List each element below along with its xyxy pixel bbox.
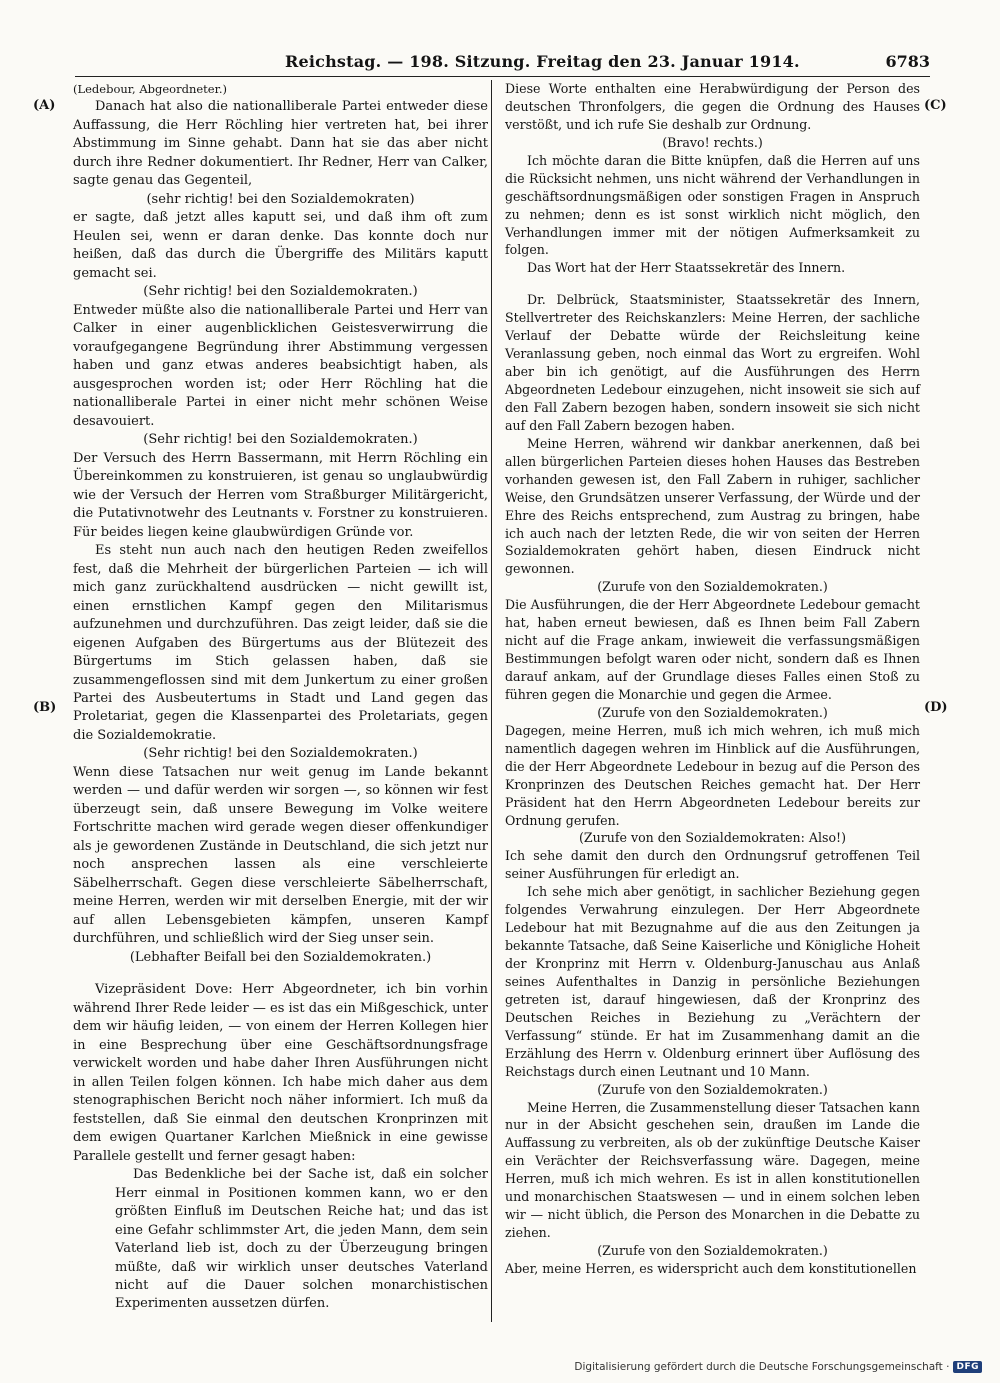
dfg-logo: DFG xyxy=(953,1361,982,1373)
paragraph: Dr. Delbrück, Staatsminister, Staatssekretär des Innern, Stellvertreter des Reichskanzlers: Meine Herren, der sachliche Verlauf der Debatte würde der Reichsleitung keine Veranlassung geben, noch einmal das Wort zu ergreifen. Wohl aber bin ich genötigt, auf die Ausführungen des Herrn Abgeordneten Ledebour einzugehen, nicht insoweit sie sich auf den Fall Zabern bezogen haben, sondern insoweit sie sich nicht auf den Fall Zabern bezogen haben. xyxy=(505,292,920,433)
page-header xyxy=(75,52,930,77)
paragraph: Ich sehe mich aber genötigt, in sachlicher Beziehung gegen folgendes Verwahrung einzulegen. Der Herr Abgeordnete Ledebour hat mit Bezugnahme auf die aus den Zeitungen ja bekannte Tatsache, daß Seine Kaiserliche und Königliche Hoheit der Kronprinz mit Herrn v. Oldenburg-Januschau aus Anlaß seines Aufenthaltes in Danzig in persönliche Beziehungen getreten ist, darauf hingewiesen, daß der Kronprinz des Deutschen Reiches in Beziehung zu „Verächtern der Verfassung“ stünde. Er hat im Zusammenhang damit an die Erzählung des Herrn v. Oldenburg erinnert über Auflösung des Reichstags durch einen Leutnant und 10 Mann. xyxy=(505,884,920,1079)
footer-credit: Digitalisierung gefördert durch die Deutsche Forschungsgemeinschaft · xyxy=(574,1361,950,1373)
interjection: (Zurufe von den Sozialdemokraten.) xyxy=(597,1081,828,1097)
paragraph: Entweder müßte also die nationalliberale Partei und Herr van Calker in einer augenblicklichen Geistesverwirrung die voraufgegangene Begründung ihrer Abstimmung vergessen haben und ganz etwas anderes beabsichtigt haben, als ausgesprochen worden ist; oder Herr Röchling hat die nationalliberale Partei in einer nicht mehr schönen Weise desavouiert. xyxy=(73,302,488,429)
quotation: Das Bedenkliche bei der Sache ist, daß ein solcher Herr einmal in Positionen kommen kann, wo er den größten Einfluß im Deutschen Reiche hat; und das ist eine Gefahr schlimmster Art, die jeden Mann, dem sein Vaterland lieb ist, doch zu der Überzeugung bringen müßte, daß wir wirklich unser deutsches Vaterland nicht auf die Dauer solchen monarchistischen Experimenten aussetzen dürfen. xyxy=(115,1167,488,1312)
interjection: (Sehr richtig! bei den Sozialdemokraten.) xyxy=(143,746,418,762)
interjection: (sehr richtig! bei den Sozialdemokraten) xyxy=(146,191,415,207)
interjection: (Zurufe von den Sozialdemokraten.) xyxy=(597,1243,828,1258)
right-column xyxy=(505,80,920,1278)
paragraph: Ich sehe damit den durch den Ordnungsruf getroffenen Teil seiner Ausführungen für erledigt an. xyxy=(505,848,920,882)
interjection: (Sehr richtig! bei den Sozialdemokraten.) xyxy=(143,432,418,448)
margin-marker-d: (D) xyxy=(924,700,948,715)
interjection: (Zurufe von den Sozialdemokraten.) xyxy=(597,704,828,720)
margin-marker-b: (B) xyxy=(33,700,57,715)
speaker-note: (Ledebour, Abgeordneter.) xyxy=(73,82,227,96)
header-title: Reichstag. — 198. Sitzung. Freitag den 23. Januar 1914. xyxy=(285,52,800,71)
interjection: (Lebhafter Beifall bei den Sozialdemokraten.) xyxy=(129,949,432,965)
margin-marker-c: (C) xyxy=(924,98,947,113)
paragraph: Diese Worte enthalten eine Herabwürdigung der Person des deutschen Thronfolgers, die gegen die Ordnung des Hauses verstößt, und ich rufe Sie deshalb zur Ordnung. xyxy=(505,81,920,132)
column-divider xyxy=(491,80,492,1322)
paragraph: Ich möchte daran die Bitte knüpfen, daß die Herren auf uns die Rücksicht nehmen, uns nicht während der Verhandlungen in geschäftsordnungsmäßigen oder sonstigen Fragen in Anspruch zu nehmen; denn es ist sonst wirklich nicht möglich, den Verhandlungen immer mit der nötigen Aufmerksamkeit zu folgen. xyxy=(505,152,920,258)
paragraph: Dagegen, meine Herren, muß ich mich wehren, ich muß mich namentlich dagegen wehren im Hinblick auf die Ausführungen, die der Herr Abgeordnete Ledebour in bezug auf die Person des Kronprinzen des Deutschen Reiches gemacht hat. Der Herr Präsident hat den Herrn Abgeordneten Ledebour bereits zur Ordnung gerufen. xyxy=(505,722,920,828)
interjection: (Zurufe von den Sozialdemokraten.) xyxy=(597,579,828,595)
paragraph: Meine Herren, die Zusammenstellung dieser Tatsachen kann nur in der Absicht geschehen sein, draußen im Lande die Auffassung zu verbreiten, als ob der zukünftige Deutsche Kaiser ein Verächter der Reichsverfassung wäre. Dagegen, meine Herren, muß ich mich wehren. Es ist in allen konstitutionellen und monarchischen Staatswesen — und in einem solchen leben wir — nicht üblich, die Person des Monarchen in die Debatte zu ziehen. xyxy=(505,1099,920,1241)
interjection: (Sehr richtig! bei den Sozialdemokraten.) xyxy=(143,284,418,300)
paragraph: er sagte, daß jetzt alles kaputt sei, und daß ihm oft zum Heulen sei, wenn er daran denke. Das konnte doch nur heißen, daß das durch die Übergriffe des Militärs kaputt gemacht sei. xyxy=(73,210,488,281)
paragraph: Meine Herren, während wir dankbar anerkennen, daß bei allen bürgerlichen Parteien dieses hohen Hauses das Bestreben vorhanden gewesen ist, den Fall Zabern in ruhiger, sachlicher Weise, den Grundsätzen unserer Verfassung, der Würde und der Ehre des Reichs entsprechend, zum Austrag zu bringen, habe ich auch nach der letzten Rede, die wir von seiten der Herren Sozialdemokraten gehört haben, diesen Eindruck nicht gewonnen. xyxy=(505,435,920,577)
paragraph: Aber, meine Herren, es widerspricht auch dem konstitutionellen xyxy=(505,1260,917,1276)
left-column xyxy=(73,80,488,1314)
paragraph: Der Versuch des Herrn Bassermann, mit Herrn Röchling ein Übereinkommen zu konstruieren, ist genau so unglaubwürdig wie der Versuch der Herren vom Straßburger Militärgericht, die Putativnotwehr des Leutnants v. Forstner zu konstruieren. Für beides liegen keine glaubwürdigen Gründe vor. xyxy=(73,450,488,540)
interjection: (Zurufe von den Sozialdemokraten: Also!) xyxy=(578,830,847,846)
paragraph: Vizepräsident Dove: Herr Abgeordneter, ich bin vorhin während Ihrer Rede leider — es ist das ein Mißgeschick, unter dem wir häufig leiden, — von einem der Herren Kollegen hier in eine Besprechung über eine Geschäftsordnungsfrage verwickelt worden und habe daher Ihren Ausführungen nicht in allen Teilen folgen können. Ich habe mich daher aus dem stenographischen Bericht noch näher informiert. Ich muß da feststellen, daß Sie einmal den deutschen Kronprinzen mit dem ewigen Quartaner Karlchen Mießnick in eine gewisse Parallele gestellt und ferner gesagt haben: xyxy=(73,982,488,1164)
page-footer xyxy=(574,1361,982,1373)
paragraph: Das Wort hat der Herr Staatssekretär des Innern. xyxy=(527,260,846,276)
paragraph: Die Ausführungen, die der Herr Abgeordnete Ledebour gemacht hat, haben erneut bewiesen, daß es Ihnen beim Fall Zabern nicht auf die Frage ankam, inwieweit die verfassungsmäßigen Bestimmungen befolgt waren oder nicht, sondern daß es Ihnen darauf ankam, auf der Grundlage dieses Falles einen Stoß zu führen gegen die Monarchie und gegen die Armee. xyxy=(505,597,920,702)
margin-marker-a: (A) xyxy=(33,98,56,113)
paragraph: Wenn diese Tatsachen nur weit genug im Lande bekannt werden — und dafür werden wir sorgen —, so können wir fest überzeugt sein, daß unsere Bewegung im Volke weitere Fortschritte machen wird gerade wegen dieser offenkundiger als je gewordenen Zustände in Deutschland, die sich jetzt nur noch ansprechen lassen als eine verschleierte Säbelherrschaft. Gegen diese verschleierte Säbelherrschaft, meine Herren, werden wir mit derselben Energie, mit der wir auf allen Lebensgebieten kämpfen, unseren Kampf durchführen, und schließlich wird der Sieg unser sein. xyxy=(73,764,488,947)
interjection: (Bravo! rechts.) xyxy=(662,134,763,150)
paragraph: Danach hat also die nationalliberale Partei entweder diese Auffassung, die Herr Röchling hier vertreten hat, bei ihrer Abstimmung im Sinne gehabt. Dann hat sie das aber nicht durch ihre Redner dokumentiert. Ihr Redner, Herr van Calker, sagte genau das Gegenteil, xyxy=(73,99,488,189)
paragraph: Es steht nun auch nach den heutigen Reden zweifellos fest, daß die Mehrheit der bürgerlichen Parteien — ich will mich ganz zurückhaltend ausdrücken — nicht gewillt ist, einen ernstlichen Kampf gegen den Militarismus aufzunehmen und durchzuführen. Das zeigt leider, daß sie die eigenen Aufgaben des Bürgertums aus der Blütezeit des Bürgertums im Stich gelassen haben, daß sie zusammengeflossen sind mit dem Junkertum zu einer großen Partei des Ausbeutertums in Stadt und Land gegen das Proletariat, gegen die Klassenpartei des Proletariats, gegen die Sozialdemokratie. xyxy=(73,543,488,743)
page-number: 6783 xyxy=(885,52,930,71)
